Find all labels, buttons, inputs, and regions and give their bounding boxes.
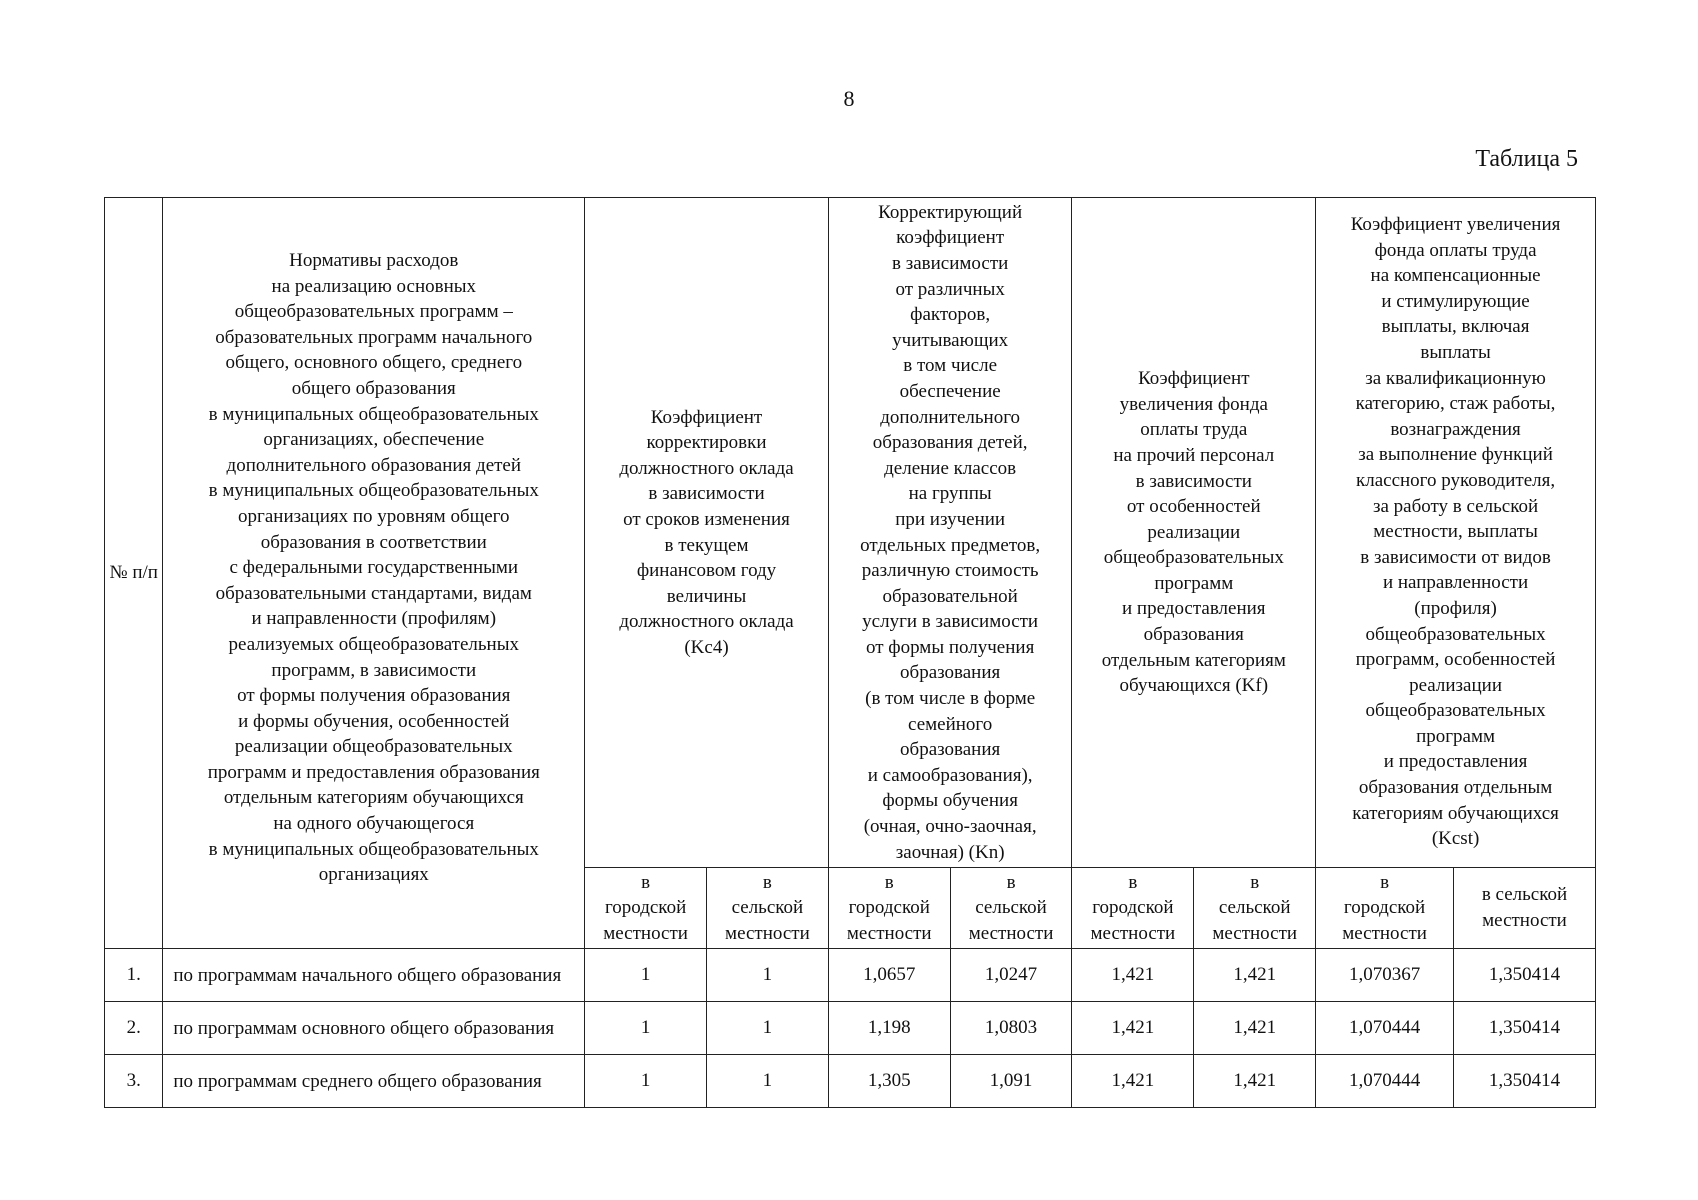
header-kf: Коэффициент увеличения фонда оплаты труда на прочий персонал в зависимости от особенностей реализации общеобразовательных программ и предоставления образования отдельным категориям обучающихся (Kf)	[1072, 198, 1316, 868]
value-cell: 1	[707, 1055, 829, 1108]
value-cell: 1	[585, 1002, 707, 1055]
table-row	[105, 1002, 1596, 1055]
value-cell: 1,421	[1072, 1055, 1194, 1108]
value-cell: 1,070444	[1316, 1055, 1454, 1108]
row-num: 3.	[105, 1055, 163, 1108]
coefficients-table	[104, 197, 1596, 1108]
subheader-cell: в сельской местности	[950, 868, 1072, 949]
value-cell: 1	[585, 949, 707, 1002]
header-row-main	[105, 198, 1596, 868]
value-cell: 1,421	[1194, 1055, 1316, 1108]
page-number: 8	[843, 86, 855, 111]
value-cell: 1,421	[1072, 1002, 1194, 1055]
subheader-cell: в городской местности	[1316, 868, 1454, 949]
value-cell: 1	[707, 1002, 829, 1055]
subheader-cell: в городской местности	[1072, 868, 1194, 949]
row-num: 2.	[105, 1002, 163, 1055]
subheader-cell: в городской местности	[585, 868, 707, 949]
subheader-cell: в городской местности	[828, 868, 950, 949]
value-cell: 1,350414	[1454, 1055, 1596, 1108]
value-cell: 1,421	[1194, 949, 1316, 1002]
table-row	[105, 949, 1596, 1002]
value-cell: 1,0803	[950, 1002, 1072, 1055]
subheader-cell: в сельской местности	[1454, 868, 1596, 949]
header-kn: Корректирующий коэффициент в зависимости от различных факторов, учитывающих в том числе обеспечение дополнительного образования детей, деление классов на группы при изучении отдельных предметов, различную стоимость образовательной услуги в зависимости от формы получения образования (в том числе в форме семейного образования и самообразования), формы обучения (очная, очно-заочная, заочная) (Kn)	[828, 198, 1072, 868]
value-cell: 1,0657	[828, 949, 950, 1002]
table-row	[105, 1055, 1596, 1108]
subheader-cell: в сельской местности	[707, 868, 829, 949]
value-cell: 1	[707, 949, 829, 1002]
value-cell: 1,305	[828, 1055, 950, 1108]
row-num: 1.	[105, 949, 163, 1002]
value-cell: 1	[585, 1055, 707, 1108]
value-cell: 1,421	[1194, 1002, 1316, 1055]
value-cell: 1,421	[1072, 949, 1194, 1002]
value-cell: 1,350414	[1454, 1002, 1596, 1055]
value-cell: 1,091	[950, 1055, 1072, 1108]
subheader-cell: в сельской местности	[1194, 868, 1316, 949]
value-cell: 1,070444	[1316, 1002, 1454, 1055]
header-num: № п/п	[105, 198, 163, 949]
value-cell: 1,070367	[1316, 949, 1454, 1002]
value-cell: 1,350414	[1454, 949, 1596, 1002]
row-description: по программам основного общего образования	[163, 1002, 585, 1055]
header-kcst: Коэффициент увеличения фонда оплаты труда на компенсационные и стимулирующие выплаты, включая выплаты за квалификационную категорию, стаж работы, вознаграждения за выполнение функций классного руководителя, за работу в сельской местности, выплаты в зависимости от видов и направленности (профиля) общеобразовательных программ, особенностей реализации общеобразовательных программ и предоставления образования отдельным категориям обучающихся (Kcst)	[1316, 198, 1596, 868]
row-description: по программам начального общего образования	[163, 949, 585, 1002]
row-description: по программам среднего общего образования	[163, 1055, 585, 1108]
value-cell: 1,198	[828, 1002, 950, 1055]
table-caption: Таблица 5	[1475, 146, 1578, 172]
value-cell: 1,0247	[950, 949, 1072, 1002]
header-description: Нормативы расходов на реализацию основных общеобразовательных программ – образовательных программ начального общего, основного общего, среднего общего образования в муниципальных общеобразовательных организациях, обеспечение дополнительного образования детей в муниципальных общеобразовательных организациях по уровням общего образования в соответствии с федеральными государственными образовательными стандартами, видам и направленности (профилям) реализуемых общеобразовательных программ, в зависимости от формы получения образования и формы обучения, особенностей реализации общеобразовательных программ и предоставления образования отдельным категориям обучающихся на одного обучающегося в муниципальных общеобразовательных организациях	[163, 198, 585, 949]
header-kc4: Коэффициент корректировки должностного оклада в зависимости от сроков изменения в текущем финансовом году величины должностного оклада (Kc4)	[585, 198, 829, 868]
